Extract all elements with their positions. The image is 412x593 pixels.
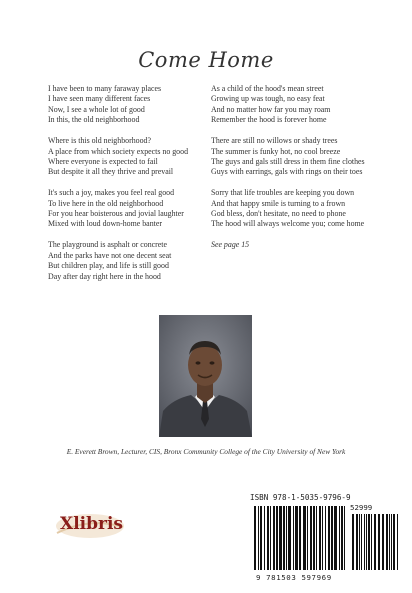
poem-line: God bless, don't hesitate, no need to phone (211, 209, 346, 219)
poem-line: Where everyone is expected to fail (48, 156, 158, 166)
stanza (211, 188, 381, 230)
poem-line: As a child of the hood's mean street (211, 84, 324, 93)
poem-line: For you hear boisterous and jovial laughter (48, 209, 184, 219)
poem-line: I have been to many faraway places (48, 84, 162, 93)
poem-column-left (48, 84, 206, 293)
poem-line: Mixed with loud down-home banter (48, 219, 162, 229)
stanza (48, 136, 206, 178)
poem-line: The hood will always welcome you; come home (211, 219, 365, 229)
poem-line: Growing up was tough, no easy feat (211, 94, 325, 104)
stanza (48, 84, 206, 126)
poem-line: But despite it all they thrive and prevail (48, 167, 174, 177)
poem-line: Now, I see a whole lot of good (48, 104, 145, 114)
stanza (48, 188, 206, 230)
poem-line: And that happy smile is turning to a frown (211, 198, 346, 208)
poem-line: Where is this old neighborhood? (48, 136, 151, 146)
poem-line: And the parks have not one decent seat (48, 250, 172, 260)
poem-line: The playground is asphalt or concrete (48, 240, 167, 250)
stanza (48, 240, 206, 282)
poem-line: There are still no willows or shady trees (211, 136, 338, 146)
isbn-label: ISBN 978-1-5035-9796-9 (250, 493, 351, 502)
poem-line: And no matter how far you may roam (211, 104, 331, 114)
poem-line: To live here in the old neighborhood (48, 198, 164, 208)
poem-line: It's such a joy, makes you feel real good (48, 188, 175, 198)
poem-line: But children play, and life is still good (48, 261, 169, 271)
poem-line: In this, the old neighborhood (48, 115, 140, 125)
see-page-note: See page 15 (211, 240, 250, 250)
poem-line: Sorry that life troubles are keeping you down (211, 188, 355, 198)
poem-line: The guys and gals still dress in them fine clothes (211, 156, 365, 166)
poem-line: A place from which society expects no good (48, 146, 189, 156)
barcode-number: 9 781503 597969 (256, 573, 332, 582)
poem-column-right (211, 84, 381, 251)
publisher-name: Xlibris (60, 514, 123, 534)
author-photo (159, 315, 252, 437)
poem-line: Remember the hood is forever home (211, 115, 327, 125)
poem-line: Day after day right here in the hood (48, 271, 161, 281)
poem-line: Guys with earrings, gals with rings on their toes (211, 167, 363, 177)
stanza (211, 136, 381, 178)
isbn-barcode (250, 502, 401, 584)
poem-title: Come Home (138, 48, 274, 72)
price-code: 52999 (350, 503, 373, 512)
author-caption: E. Everett Brown, Lecturer, CIS, Bronx Community College of the City University of New York (66, 447, 346, 456)
poem-line: The summer is funky hot, no cool breeze (211, 146, 341, 156)
poem-line: I have seen many different faces (48, 94, 151, 104)
stanza (211, 84, 381, 126)
